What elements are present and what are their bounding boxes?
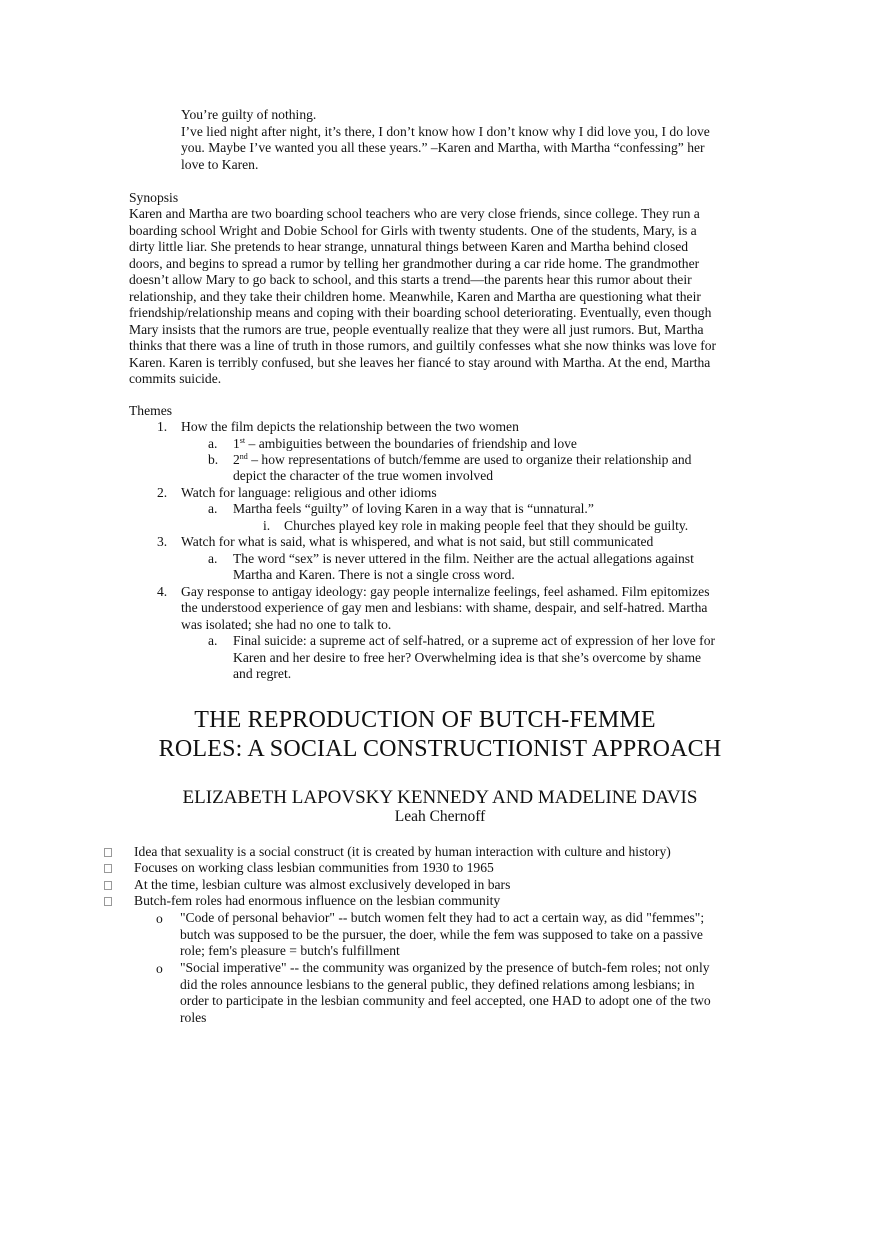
subbullet-line: roles bbox=[180, 1010, 207, 1025]
list-letter: a. bbox=[208, 436, 218, 451]
theme-subitem: Martha feels “guilty” of loving Karen in a way that is “unnatural.” bbox=[233, 501, 594, 516]
list-letter: a. bbox=[208, 633, 218, 648]
article-authors: ELIZABETH LAPOVSKY KENNEDY AND MADELINE DAVIS bbox=[182, 787, 698, 808]
list-number: 3. bbox=[157, 534, 168, 549]
list-number: 4. bbox=[157, 584, 168, 599]
synopsis-line: thinks that there was a line of truth in those rumors, and guiltily confesses what she now thinks was love for bbox=[129, 338, 717, 353]
synopsis-heading: Synopsis bbox=[129, 190, 179, 205]
subbullet-line: role; fem's pleasure = butch's fulfillment bbox=[180, 943, 400, 958]
article-title-line1: THE REPRODUCTION OF BUTCH-FEMME bbox=[194, 707, 656, 733]
synopsis-line: Karen and Martha are two boarding school teachers who are very close friends, since college. They run a bbox=[129, 206, 700, 221]
bullet-item: At the time, lesbian culture was almost exclusively developed in bars bbox=[134, 877, 511, 892]
quote-line: love to Karen. bbox=[181, 157, 259, 172]
theme-subitem-cont: Karen and her desire to free her? Overwhelming idea is that she’s overcome by shame bbox=[233, 650, 702, 665]
theme-item-cont: was isolated; she had no one to talk to. bbox=[181, 617, 392, 632]
theme-item-cont: the understood experience of gay men and lesbians: with shame, despair, and self-hatred. Martha bbox=[181, 600, 708, 615]
theme-subitem-cont: and regret. bbox=[233, 666, 292, 681]
synopsis-line: dirty little liar. She pretends to hear strange, unnatural things between Karen and Martha behind closed bbox=[129, 239, 689, 254]
list-letter: a. bbox=[208, 551, 218, 566]
theme-subitem: The word “sex” is never uttered in the film. Neither are the actual allegations against bbox=[233, 551, 694, 566]
subbullet-line: order to participate in the lesbian community and feel accepted, one HAD to adopt one of the two bbox=[180, 993, 711, 1008]
subbullet-line: "Social imperative" -- the community was organized by the presence of butch-fem roles; not only bbox=[180, 960, 710, 975]
theme-subitem-cont: depict the character of the true women involved bbox=[233, 468, 494, 483]
bullet-item: Idea that sexuality is a social construct (it is created by human interaction with culture and history) bbox=[134, 844, 671, 859]
quote-line: you. Maybe I’ve wanted you all these years.” –Karen and Martha, with Martha “confessing” her bbox=[181, 140, 705, 155]
checkbox-bullet-icon bbox=[104, 864, 112, 873]
subbullet-line: did the roles announce lesbians to the general public, they defined relations among lesbians; in bbox=[180, 977, 695, 992]
synopsis-line: doesn’t allow Mary to go back to school, and this starts a trend—the parents hear this rumor about their bbox=[129, 272, 692, 287]
synopsis-line: friendship/relationship means and coping with their boarding school deteriorating. Eventually, even though bbox=[129, 305, 712, 320]
synopsis-line: Karen. Karen is terribly confused, but she leaves her fiancé to stay around with Martha. At the end, Martha bbox=[129, 355, 711, 370]
quote-line: You’re guilty of nothing. bbox=[181, 107, 317, 122]
synopsis-line: boarding school Wright and Dobie School for Girls with twenty students. One of the students, Mary, is a bbox=[129, 223, 697, 238]
list-roman: i. bbox=[263, 518, 271, 533]
themes-heading: Themes bbox=[129, 403, 173, 418]
checkbox-bullet-icon bbox=[104, 848, 112, 857]
circle-bullet-icon: o bbox=[156, 961, 163, 976]
theme-item: Watch for language: religious and other idioms bbox=[181, 485, 437, 500]
list-number: 1. bbox=[157, 419, 168, 434]
list-number: 2. bbox=[157, 485, 168, 500]
subbullet-line: butch was supposed to be the pursuer, the doer, while the fem was supposed to take on a passive bbox=[180, 927, 703, 942]
theme-subitem: 2nd – how representations of butch/femme are used to organize their relationship and bbox=[233, 452, 692, 467]
article-title-line2: ROLES: A SOCIAL CONSTRUCTIONIST APPROACH bbox=[158, 736, 722, 762]
synopsis-line: doors, and begins to spread a rumor by telling her grandmother during a car ride home. The grandmother bbox=[129, 256, 700, 271]
checkbox-bullet-icon bbox=[104, 881, 112, 890]
checkbox-bullet-icon bbox=[104, 897, 112, 906]
theme-subsubitem: Churches played key role in making people feel that they should be guilty. bbox=[284, 518, 689, 533]
article-byline: Leah Chernoff bbox=[394, 808, 486, 825]
bullet-item: Focuses on working class lesbian communities from 1930 to 1965 bbox=[134, 860, 494, 875]
list-letter: b. bbox=[208, 452, 219, 467]
list-letter: a. bbox=[208, 501, 218, 516]
quote-line: I’ve lied night after night, it’s there, I don’t know how I don’t know why I did love you, I do love bbox=[181, 124, 710, 139]
theme-subitem-cont: Martha and Karen. There is not a single cross word. bbox=[233, 567, 515, 582]
bullet-item: Butch-fem roles had enormous influence on the lesbian community bbox=[134, 893, 501, 908]
subbullet-line: "Code of personal behavior" -- butch women felt they had to act a certain way, as did "femmes"; bbox=[180, 910, 705, 925]
theme-subitem: Final suicide: a supreme act of self-hatred, or a supreme act of expression of her love for bbox=[233, 633, 716, 648]
theme-subitem: 1st – ambiguities between the boundaries of friendship and love bbox=[233, 436, 577, 451]
theme-item: Watch for what is said, what is whispered, and what is not said, but still communicated bbox=[181, 534, 654, 549]
theme-item: Gay response to antigay ideology: gay people internalize feelings, feel ashamed. Film epitomizes bbox=[181, 584, 710, 599]
synopsis-line: commits suicide. bbox=[129, 371, 222, 386]
synopsis-line: Mary insists that the rumors are true, people eventually realize that they were all just rumors. But, Martha bbox=[129, 322, 704, 337]
circle-bullet-icon: o bbox=[156, 911, 163, 926]
theme-item: How the film depicts the relationship between the two women bbox=[181, 419, 519, 434]
synopsis-line: relationship, and they take their children home. Meanwhile, Karen and Martha are questioning what their bbox=[129, 289, 701, 304]
